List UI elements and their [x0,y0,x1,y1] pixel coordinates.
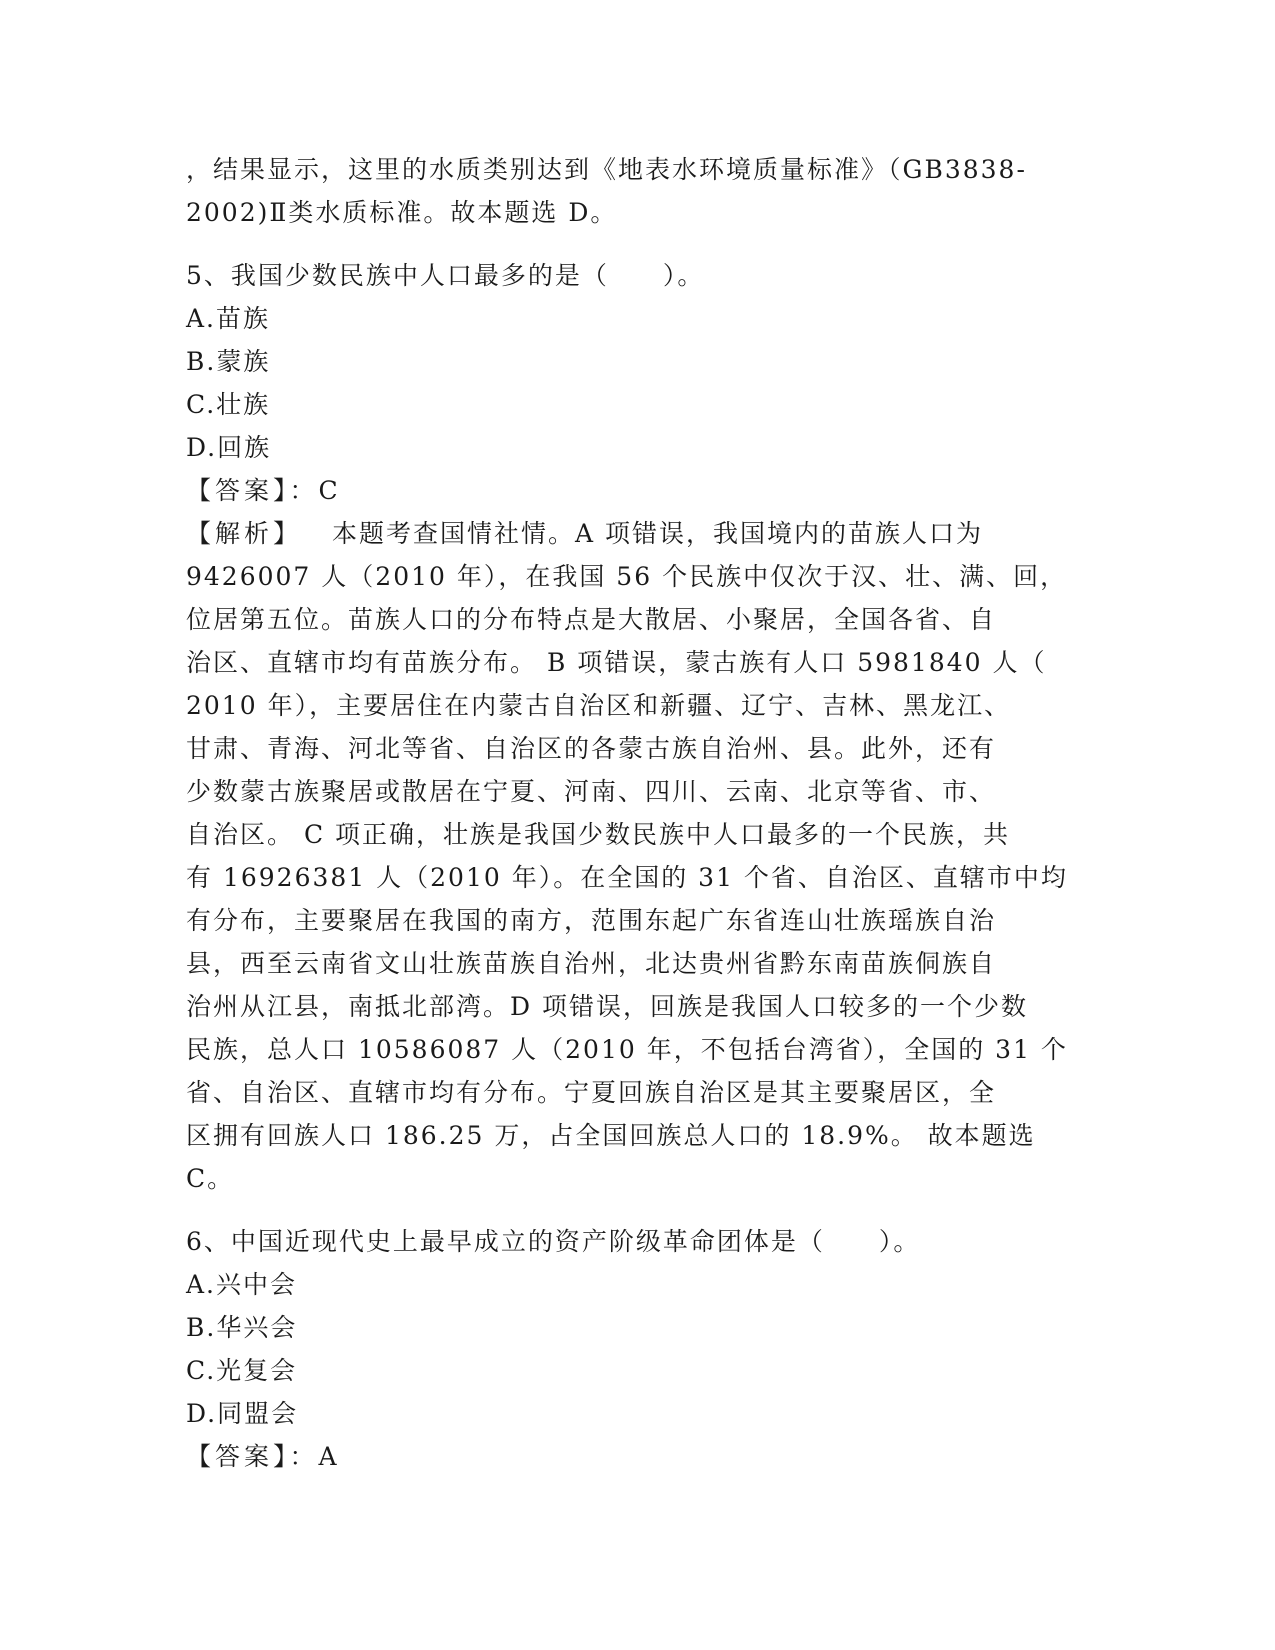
question-6-option-a: A.兴中会 [186,1270,298,1299]
analysis-line: 县，西至云南省文山壮族苗族自治州，北达贵州省黔东南苗族侗族自 [186,949,997,978]
prev-answer-line-1: ，结果显示，这里的水质类别达到《地表水环境质量标准》（GB3838- [186,155,1027,184]
question-5-analysis-first-line [186,512,1091,555]
question-5 [186,254,1091,1200]
analysis-line: 9426007 人（2010 年），在我国 56 个民族中仅次于汉、壮、满、回， [186,562,1068,591]
analysis-line: 民族，总人口 10586087 人（2010 年，不包括台湾省），全国的 31 个 [186,1035,1068,1064]
question-5-option-a: A.苗族 [186,304,271,333]
question-6 [186,1220,1091,1478]
question-5-option-b: B.蒙族 [186,347,271,376]
analysis-line: 区拥有回族人口 186.25 万，占全国回族总人口的 18.9%。 故本题选 [186,1121,1036,1150]
analysis-label: 【解析】 [186,519,303,548]
analysis-line: 有分布，主要聚居在我国的南方，范围东起广东省连山壮族瑶族自治 [186,906,997,935]
question-5-answer [186,469,1091,512]
answer-value: C [318,476,340,505]
question-6-option-d: D.同盟会 [186,1399,299,1428]
answer-value: A [318,1442,339,1471]
analysis-line: 自治区。 C 项正确，壮族是我国少数民族中人口最多的一个民族，共 [186,820,1011,849]
analysis-line: 本题考查国情社情。A 项错误，我国境内的苗族人口为 [332,519,984,548]
analysis-line: 甘肃、青海、河北等省、自治区的各蒙古族自治州、县。此外，还有 [186,734,997,763]
analysis-line: 治州从江县，南抵北部湾。D 项错误，回族是我国人口较多的一个少数 [186,992,1028,1021]
question-6-stem: 6、中国近现代史上最早成立的资产阶级革命团体是（ ）。 [186,1227,921,1256]
question-6-option-c: C.光复会 [186,1356,298,1385]
analysis-line: 少数蒙古族聚居或散居在宁夏、河南、四川、云南、北京等省、市、 [186,777,997,806]
question-5-stem: 5、我国少数民族中人口最多的是（ ）。 [186,261,705,290]
prev-answer-line-2: 2002)Ⅱ类水质标准。故本题选 D。 [186,198,618,227]
analysis-line: 2010 年），主要居住在内蒙古自治区和新疆、辽宁、吉林、黑龙江、 [186,691,1012,720]
analysis-line: 有 16926381 人（2010 年）。在全国的 31 个省、自治区、直辖市中均 [186,863,1068,892]
document-page [186,148,1091,1478]
answer-label: 【答案】： [186,1442,319,1471]
analysis-line: 位居第五位。苗族人口的分布特点是大散居、小聚居，全国各省、自 [186,605,997,634]
question-6-answer [186,1435,1091,1478]
question-5-option-c: C.壮族 [186,390,271,419]
question-6-option-b: B.华兴会 [186,1313,298,1342]
analysis-line: 省、自治区、直辖市均有分布。宁夏回族自治区是其主要聚居区，全 [186,1078,997,1107]
analysis-line: C。 [186,1164,235,1193]
analysis-line: 治区、直辖市均有苗族分布。 B 项错误，蒙古族有人口 5981840 人（ [186,648,1047,677]
question-5-option-d: D.回族 [186,433,272,462]
answer-label: 【答案】： [186,476,319,505]
